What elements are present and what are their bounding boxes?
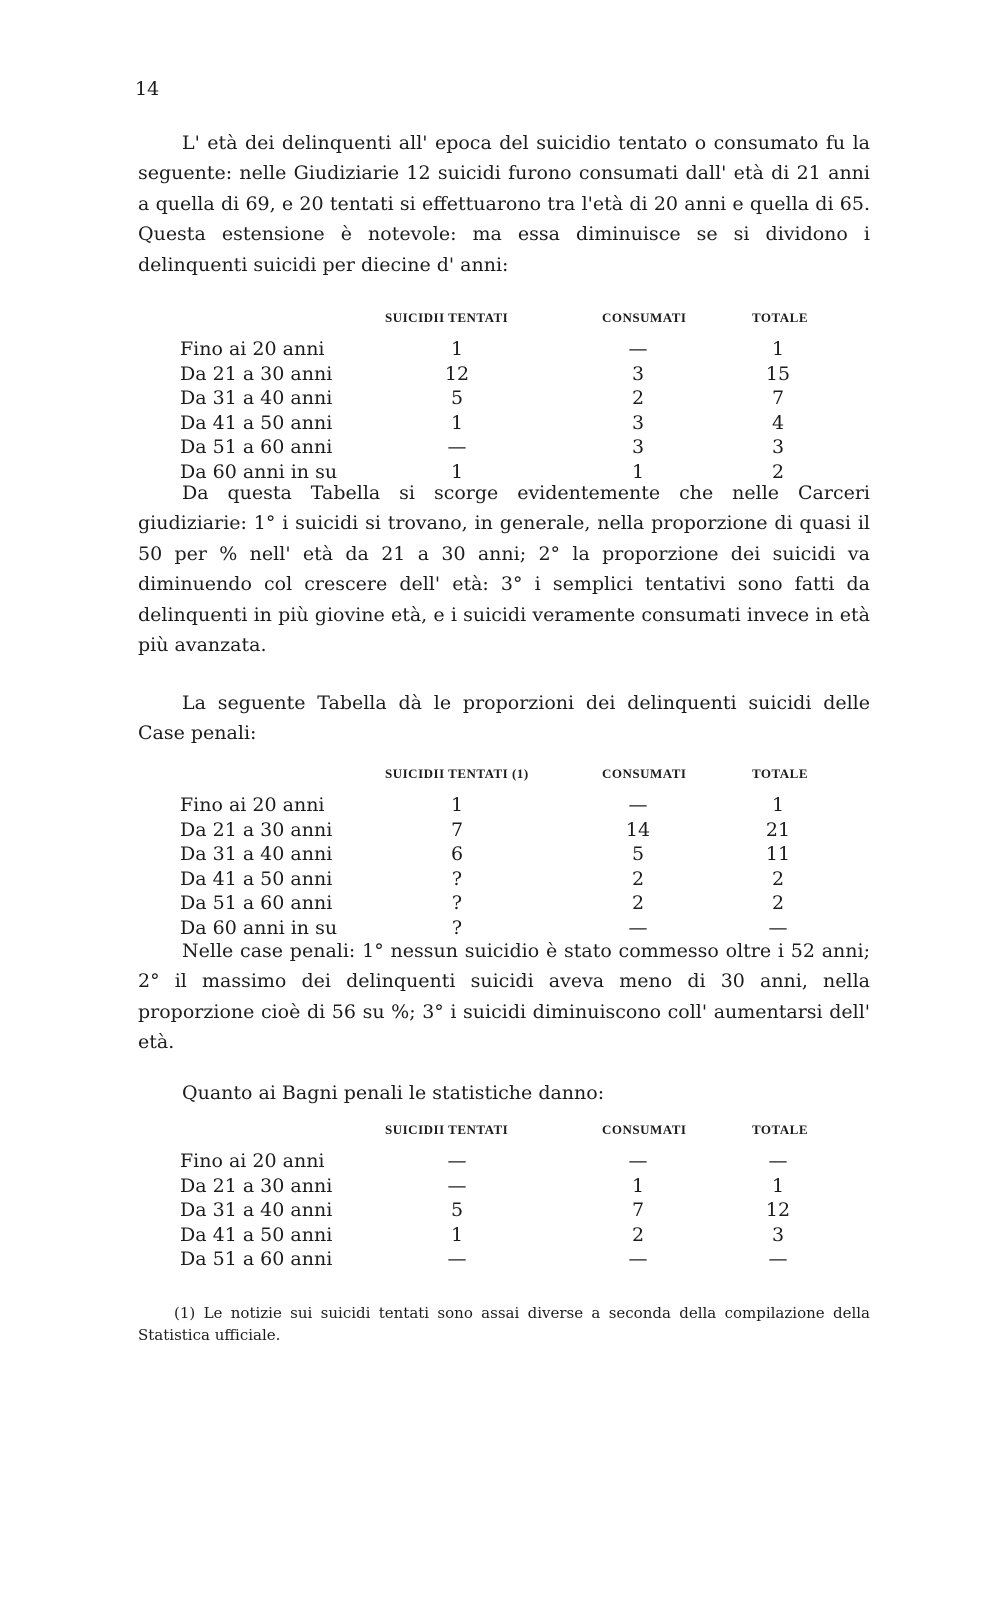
table-row <box>180 1150 820 1175</box>
row-label: Da 21 a 30 anni <box>180 1174 333 1197</box>
header-totale: TOTALE <box>752 766 808 781</box>
paragraph-analysis-giudiziarie: Da questa Tabella si scorge evidentemente che nelle Carceri giudiziarie: 1° i suicidi si trovano, in generale, nella proporzione di quasi il 50 per % nell' età da 21 a 30 anni; 2° la proporzione dei suicidi va diminuendo col crescere dell' età: 3° i semplici tentativi sono fatti da delinquenti in più giovine età, e i suicidi veramente consumati invece in età più avanzata. <box>138 482 870 657</box>
cell-tentati: 1 <box>450 338 464 360</box>
header-suicidii-tentati: SUICIDII TENTATI <box>385 1122 509 1137</box>
table-row <box>180 819 820 844</box>
cell-tentati: 1 <box>450 794 464 816</box>
cell-consumati: 3 <box>631 411 645 434</box>
header-totale: TOTALE <box>752 1122 808 1137</box>
row-label: Da 31 a 40 anni <box>180 1199 333 1222</box>
cell-tentati: 1 <box>450 1223 464 1246</box>
row-label: Da 60 anni in su <box>180 460 338 483</box>
cell-consumati: 7 <box>631 1199 645 1222</box>
cell-totale: — <box>768 1150 788 1172</box>
row-label: Da 41 a 50 anni <box>180 1223 333 1246</box>
cell-tentati: 1 <box>450 411 464 434</box>
table-row <box>180 1224 820 1249</box>
table-header <box>180 766 820 794</box>
cell-consumati: 2 <box>631 892 645 915</box>
row-label: Da 51 a 60 anni <box>180 1248 333 1271</box>
table-row <box>180 436 820 461</box>
paragraph-case-penali-analysis: Nelle case penali: 1° nessun suicidio è stato commesso oltre i 52 anni; 2° il massimo dei delinquenti suicidi aveva meno di 30 anni, nella proporzione cioè di 56 su %; 3° i suicidi diminuiscono coll' aumentarsi dell' età. <box>138 940 870 1054</box>
paragraph-case-penali-intro: La seguente Tabella dà le proporzioni dei delinquenti suicidi delle Case penali: <box>138 692 870 745</box>
cell-totale: 2 <box>771 892 785 915</box>
cell-totale: 15 <box>765 362 791 385</box>
cell-totale: 2 <box>771 867 785 890</box>
cell-tentati: 7 <box>450 818 464 841</box>
row-label: Da 21 a 30 anni <box>180 362 333 385</box>
row-label: Fino ai 20 anni <box>180 794 325 816</box>
header-suicidii-tentati: SUICIDII TENTATI <box>385 310 509 325</box>
page-number: 14 <box>135 78 160 100</box>
cell-tentati: — <box>447 1248 467 1271</box>
cell-totale: 1 <box>771 338 785 360</box>
cell-totale: 1 <box>771 794 785 816</box>
cell-totale: 4 <box>771 411 785 434</box>
cell-consumati: 14 <box>625 818 651 841</box>
header-consumati: CONSUMATI <box>602 310 687 325</box>
table-row <box>180 794 820 819</box>
cell-tentati: 12 <box>444 362 470 385</box>
row-label: Da 51 a 60 anni <box>180 892 333 915</box>
header-totale: TOTALE <box>752 310 808 325</box>
cell-totale: 2 <box>771 460 785 483</box>
table-row <box>180 892 820 917</box>
table-row <box>180 387 820 412</box>
cell-totale: 11 <box>765 843 791 866</box>
cell-tentati: ? <box>451 892 463 915</box>
cell-consumati: — <box>628 1248 648 1271</box>
cell-consumati: 2 <box>631 1223 645 1246</box>
cell-consumati: — <box>628 1150 648 1172</box>
table-row <box>180 1175 820 1200</box>
cell-totale: 21 <box>765 818 791 841</box>
cell-totale: — <box>768 916 788 939</box>
cell-tentati: ? <box>451 916 463 939</box>
cell-totale: 1 <box>771 1174 785 1197</box>
table-header <box>180 310 820 338</box>
table-header <box>180 1122 820 1150</box>
cell-tentati: — <box>447 436 467 459</box>
row-label: Fino ai 20 anni <box>180 1150 325 1172</box>
table-bagni-penali <box>180 1122 820 1273</box>
paragraph-bagni-penali-intro: Quanto ai Bagni penali le statistiche danno: <box>182 1082 605 1104</box>
cell-consumati: 3 <box>631 362 645 385</box>
row-label: Da 31 a 40 anni <box>180 843 333 866</box>
cell-totale: 7 <box>771 387 785 410</box>
cell-consumati: — <box>628 916 648 939</box>
cell-tentati: 5 <box>450 1199 464 1222</box>
footnote: (1) Le notizie sui suicidi tentati sono assai diverse a seconda della compilazione della Statistica ufficiale. <box>138 1304 870 1344</box>
table-row <box>180 363 820 388</box>
cell-tentati: — <box>447 1174 467 1197</box>
cell-consumati: — <box>628 338 648 360</box>
cell-consumati: — <box>628 794 648 816</box>
cell-tentati: 1 <box>450 460 464 483</box>
row-label: Da 41 a 50 anni <box>180 867 333 890</box>
row-label: Da 51 a 60 anni <box>180 436 333 459</box>
row-label: Da 60 anni in su <box>180 916 338 939</box>
header-suicidii-tentati: SUICIDII TENTATI (1) <box>385 766 529 781</box>
cell-totale: 12 <box>765 1199 791 1222</box>
table-row <box>180 1199 820 1224</box>
cell-tentati: 5 <box>450 387 464 410</box>
row-label: Da 31 a 40 anni <box>180 387 333 410</box>
cell-totale: — <box>768 1248 788 1271</box>
row-label: Da 41 a 50 anni <box>180 411 333 434</box>
cell-totale: 3 <box>771 436 785 459</box>
row-label: Da 21 a 30 anni <box>180 818 333 841</box>
table-row <box>180 843 820 868</box>
table-case-penali <box>180 766 820 942</box>
cell-tentati: — <box>447 1150 467 1172</box>
cell-consumati: 1 <box>631 1174 645 1197</box>
cell-consumati: 1 <box>631 460 645 483</box>
header-consumati: CONSUMATI <box>602 1122 687 1137</box>
paragraph-intro: L' età dei delinquenti all' epoca del suicidio tentato o consumato fu la seguente: nelle Giudiziarie 12 suicidi furono consumati dall' età di 21 anni a quella di 69, e 20 tentati si effettuarono tra l'età di 20 anni e quella di 65. Questa estensione è notevole: ma essa diminuisce se si dividono i delinquenti suicidi per diecine d' anni: <box>138 132 870 276</box>
header-consumati: CONSUMATI <box>602 766 687 781</box>
table-row <box>180 412 820 437</box>
cell-tentati: 6 <box>450 843 464 866</box>
table-row <box>180 1248 820 1273</box>
cell-tentati: ? <box>451 867 463 890</box>
table-row <box>180 868 820 893</box>
row-label: Fino ai 20 anni <box>180 338 325 360</box>
table-carceri-giudiziarie <box>180 310 820 486</box>
table-row <box>180 338 820 363</box>
cell-consumati: 2 <box>631 387 645 410</box>
cell-totale: 3 <box>771 1223 785 1246</box>
cell-consumati: 5 <box>631 843 645 866</box>
cell-consumati: 2 <box>631 867 645 890</box>
cell-consumati: 3 <box>631 436 645 459</box>
